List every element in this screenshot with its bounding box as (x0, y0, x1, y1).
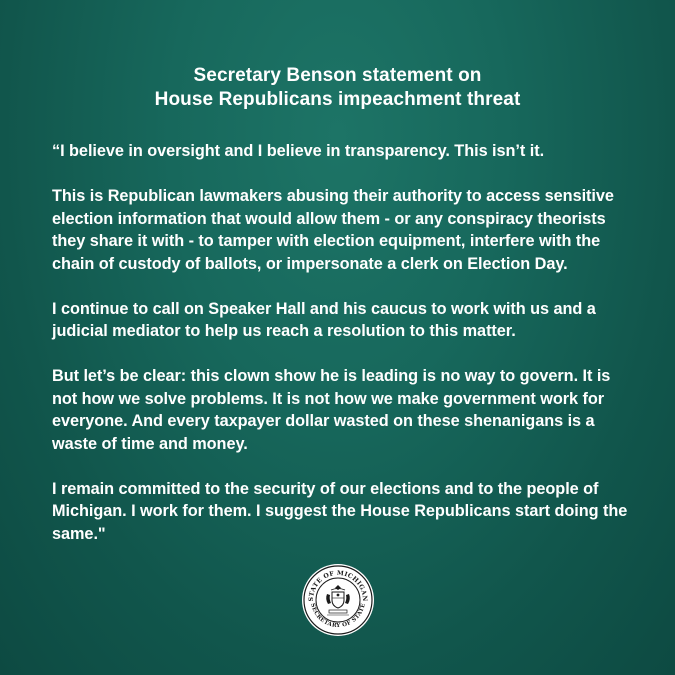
statement-body (52, 140, 632, 568)
michigan-state-seal-icon (301, 563, 375, 637)
seal-bottom-text: SECRETARY OF STATE (309, 602, 367, 630)
statement-paragraph: I continue to call on Speaker Hall and his caucus to work with us and a judicial mediator to help us reach a resolution to this matter. (52, 299, 596, 340)
title-line-2: House Republicans impeachment threat (154, 89, 521, 110)
seal-top-text: STATE OF MICHIGAN (307, 569, 369, 602)
statement-paragraph: I remain committed to the security of our elections and to the people of Michigan. I work for them. I suggest the House Republicans start doing the same." (52, 479, 628, 543)
statement-paragraph: “I believe in oversight and I believe in transparency. This isn’t it. (52, 142, 545, 160)
statement-title (0, 64, 675, 112)
title-line-1: Secretary Benson statement on (193, 65, 482, 86)
statement-paragraph: This is Republican lawmakers abusing their authority to access sensitive election information that would allow them - or any conspiracy theorists they share it with - to tamper with election equipment, interfere with the chain of custody of ballots, or impersonate a clerk on Election Day. (52, 187, 614, 273)
statement-paragraph: But let’s be clear: this clown show he is leading is no way to govern. It is not how we solve problems. It is not how we make government work for everyone. And every taxpayer dollar wasted on these shenanigans is a waste of time and money. (52, 367, 611, 453)
